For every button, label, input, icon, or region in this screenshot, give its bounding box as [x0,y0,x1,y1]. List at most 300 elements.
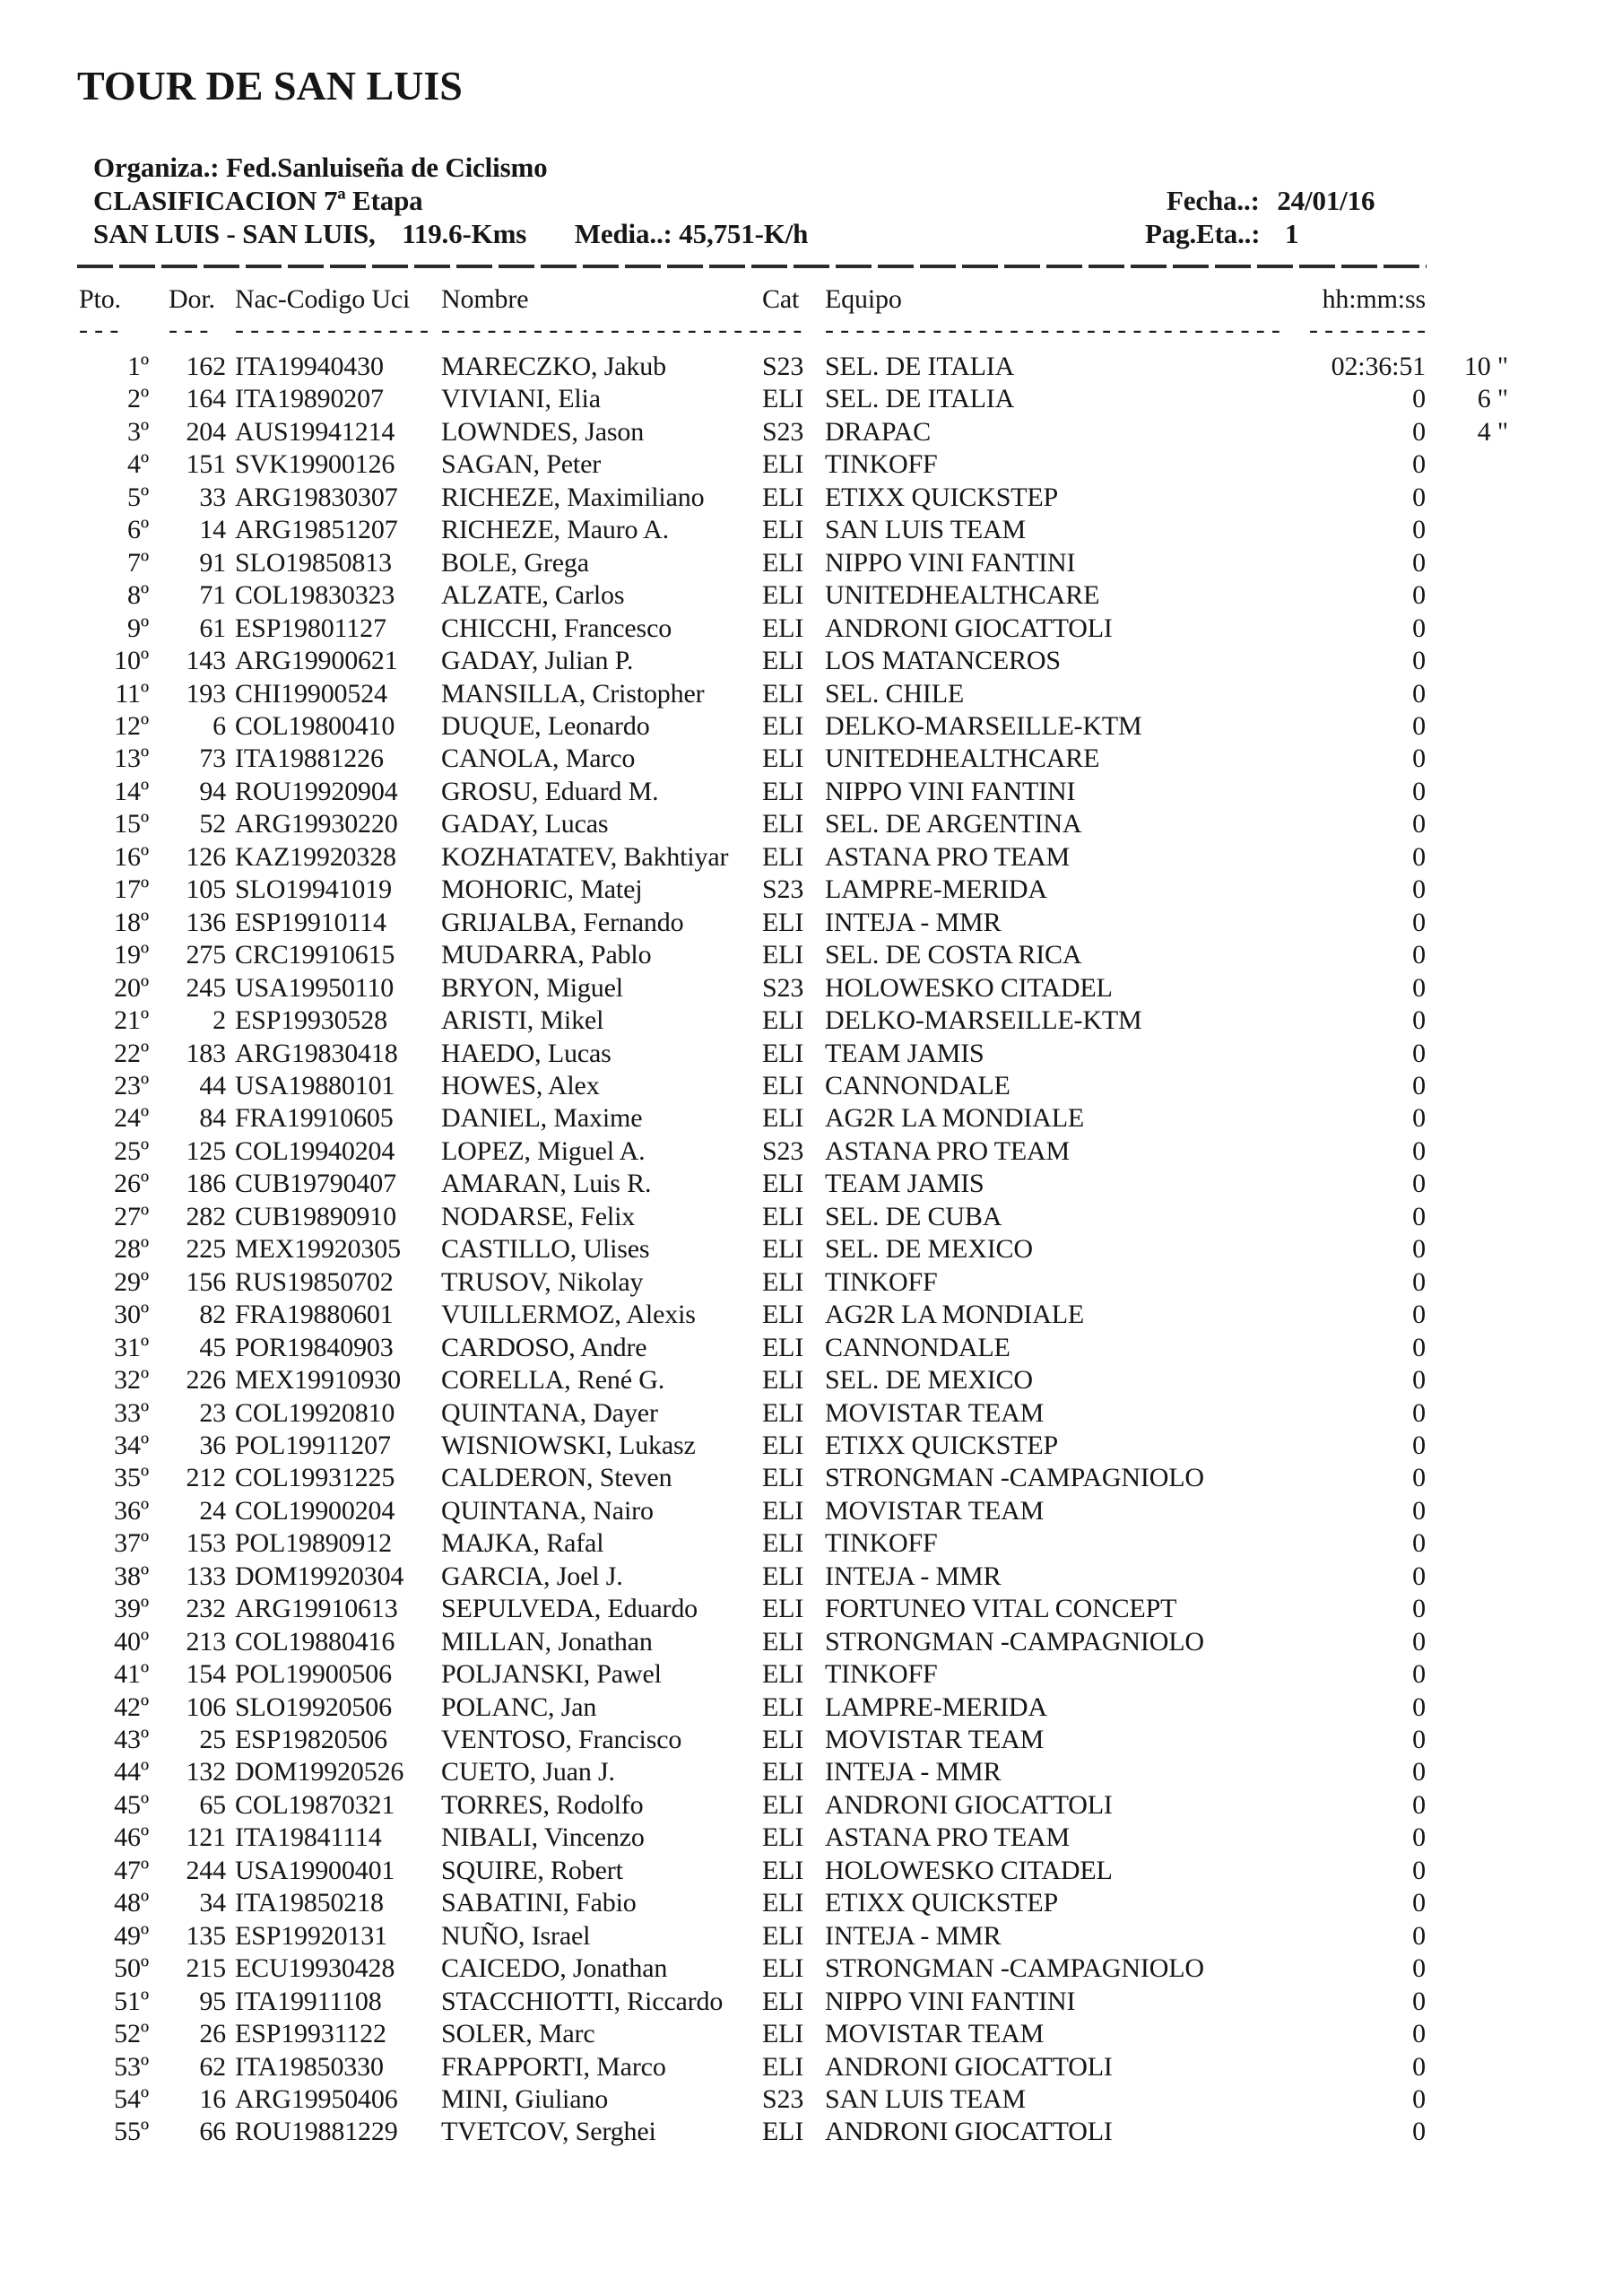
cell-bonus [1435,972,1524,1004]
column-header-codigo: Nac-Codigo Uci [235,284,411,314]
cell-pto: 52º [114,2019,149,2049]
cell-pto: 48º [114,1888,149,1918]
cell-bonus [1435,1952,1524,1985]
page-number-label: Pag.Eta..: [1145,218,1261,249]
cell-codigo: SLO19850813 [235,547,392,578]
cell-equipo: INTEJA - MMR [825,1757,1002,1787]
cell-codigo: RUS19850702 [235,1266,394,1297]
cell-codigo: USA19950110 [235,972,395,1003]
cell-codigo: COL19900204 [235,1495,395,1526]
table-row [77,547,1524,579]
cell-cat: ELI [762,1038,804,1068]
table-row [77,1855,1524,1887]
cell-codigo: USA19880101 [235,1070,395,1100]
cell-equipo: UNITEDHEALTHCARE [825,744,1100,774]
cell-cat: ELI [762,580,804,611]
cell-codigo: ITA19911108 [235,1986,382,2016]
cell-equipo: SEL. DE ARGENTINA [825,809,1082,839]
column-dashes-dor: - - - [169,315,209,344]
cell-pto: 7º [127,547,149,578]
cell-pto: 2º [127,384,149,414]
cell-codigo: MEX19910930 [235,1365,401,1396]
cell-pto: 53º [114,2051,149,2082]
cell-equipo: SEL. DE COSTA RICA [825,940,1082,970]
table-row [77,1920,1524,1952]
table-row [77,1724,1524,1756]
cell-equipo: NIPPO VINI FANTINI [825,1986,1076,2016]
cell-equipo: SEL. DE ITALIA [825,384,1015,414]
cell-time: 0 [1412,1953,1426,1984]
cell-codigo: ITA19850330 [235,2051,384,2082]
column-dashes-nombre: - - - - - - - - - - - - - - - - - - - - - [441,315,759,344]
cell-cat: S23 [762,972,804,1003]
cell-cat: ELI [762,1822,804,1853]
cell-time: 0 [1412,2019,1426,2049]
cell-time: 0 [1412,1365,1426,1396]
cell-equipo: ETIXX QUICKSTEP [825,1430,1059,1460]
cell-dor: 215 [186,1953,226,1984]
cell-dor: 151 [186,449,226,480]
organizer-label: Organiza.: [93,152,220,183]
cell-cat: ELI [762,1725,804,1755]
cell-bonus [1435,482,1524,514]
cell-dor: 275 [186,940,226,970]
cell-cat: ELI [762,907,804,937]
cell-codigo: ITA19890207 [235,384,384,414]
cell-bonus [1435,1332,1524,1364]
cell-pto: 34º [114,1430,149,1460]
cell-cat: ELI [762,1397,804,1428]
cell-nombre: ALZATE, Carlos [441,580,625,611]
cell-codigo: USA19900401 [235,1855,395,1885]
cell-codigo: COL19931225 [235,1463,395,1493]
cell-bonus [1435,1822,1524,1854]
cell-pto: 47º [114,1855,149,1885]
cell-pto: 24º [114,1103,149,1134]
cell-nombre: NIBALI, Vincenzo [441,1822,645,1853]
table-header [77,277,1524,315]
cell-bonus [1435,2018,1524,2050]
cell-codigo: KAZ19920328 [235,841,396,872]
cell-cat: ELI [762,744,804,774]
cell-nombre: GADAY, Lucas [441,809,609,839]
cell-equipo: HOLOWESKO CITADEL [825,1855,1113,1885]
cell-bonus [1435,1266,1524,1299]
cell-time: 0 [1412,613,1426,643]
cell-dor: 66 [199,2117,226,2147]
cell-pto: 42º [114,1692,149,1722]
cell-cat: ELI [762,2117,804,2147]
cell-cat: ELI [762,1266,804,1297]
cell-bonus [1435,1102,1524,1135]
cell-time: 0 [1412,1561,1426,1591]
cell-pto: 46º [114,1822,149,1853]
table-row [77,972,1524,1004]
cell-time: 0 [1412,580,1426,611]
table-row [77,2116,1524,2148]
cell-pto: 4º [127,449,149,480]
cell-pto: 26º [114,1169,149,1199]
cell-codigo: ECU19930428 [235,1953,395,1984]
cell-codigo: SLO19941019 [235,874,392,905]
cell-bonus [1435,1692,1524,1724]
cell-nombre: VENTOSO, Francisco [441,1725,682,1755]
cell-pto: 16º [114,841,149,872]
cell-equipo: DELKO-MARSEILLE-KTM [825,710,1142,741]
cell-pto: 12º [114,710,149,741]
cell-nombre: GADAY, Julian P. [441,646,634,676]
cell-equipo: AG2R LA MONDIALE [825,1300,1085,1330]
cell-dor: 125 [186,1135,226,1166]
cell-equipo: SAN LUIS TEAM [825,515,1027,545]
cell-bonus [1435,1658,1524,1691]
table-row [77,1887,1524,1919]
cell-equipo: TINKOFF [825,1528,938,1559]
header-meta-right [1145,184,1375,250]
cell-cat: ELI [762,547,804,578]
cell-bonus [1435,907,1524,939]
cell-time: 0 [1412,1757,1426,1787]
cell-bonus [1435,2116,1524,2148]
cell-nombre: SQUIRE, Robert [441,1855,623,1885]
cell-cat: ELI [762,1070,804,1100]
cell-codigo: ITA19841114 [235,1822,382,1853]
table-row [77,1430,1524,1462]
cell-pto: 20º [114,972,149,1003]
cell-cat: ELI [762,1692,804,1722]
cell-codigo: DOM19920304 [235,1561,404,1591]
cell-nombre: CORELLA, René G. [441,1365,665,1396]
cell-nombre: CALDERON, Steven [441,1463,672,1493]
cell-time: 0 [1412,940,1426,970]
table-row [77,1756,1524,1788]
cell-dor: 154 [186,1659,226,1690]
cell-time: 0 [1412,1920,1426,1951]
cell-equipo: SEL. DE CUBA [825,1201,1002,1231]
cell-time: 0 [1412,1135,1426,1166]
cell-pto: 44º [114,1757,149,1787]
cell-pto: 33º [114,1397,149,1428]
cell-equipo: ASTANA PRO TEAM [825,841,1071,872]
cell-time: 0 [1412,776,1426,806]
cell-nombre: QUINTANA, Dayer [441,1397,658,1428]
cell-time: 0 [1412,1430,1426,1460]
cell-time: 0 [1412,384,1426,414]
cell-nombre: VIVIANI, Elia [441,384,601,414]
cell-pto: 5º [127,482,149,512]
table-row [77,1495,1524,1527]
cell-pto: 21º [114,1005,149,1036]
cell-equipo: LAMPRE-MERIDA [825,1692,1047,1722]
cell-nombre: RICHEZE, Maximiliano [441,482,705,512]
column-header-dor: Dor. [169,284,215,314]
cell-codigo: ESP19801127 [235,613,386,643]
cell-time: 0 [1412,1169,1426,1199]
cell-time: 02:36:51 [1331,352,1426,381]
cell-dor: 24 [199,1495,226,1526]
organizer-value: Fed.Sanluiseña de Ciclismo [226,152,548,183]
cell-nombre: SOLER, Marc [441,2019,595,2049]
cell-pto: 15º [114,809,149,839]
cell-nombre: GROSU, Eduard M. [441,776,659,806]
cell-nombre: TORRES, Rodolfo [441,1789,644,1820]
cell-dor: 95 [199,1986,226,2016]
cell-bonus [1435,939,1524,971]
cell-bonus [1435,613,1524,645]
table-row [77,1004,1524,1037]
cell-nombre: CHICCHI, Francesco [441,613,672,643]
table-row [77,710,1524,743]
cell-dor: 14 [199,515,226,545]
table-row [77,2083,1524,2116]
cell-cat: S23 [762,416,804,447]
cell-codigo: ESP19910114 [235,907,386,937]
cell-dor: 91 [199,547,226,578]
cell-bonus [1435,1168,1524,1200]
cell-time: 0 [1412,1201,1426,1231]
cell-cat: S23 [762,1135,804,1166]
cell-equipo: HOLOWESKO CITADEL [825,972,1113,1003]
cell-equipo: SAN LUIS TEAM [825,2084,1027,2115]
cell-nombre: MUDARRA, Pablo [441,940,652,970]
cell-pto: 41º [114,1659,149,1690]
cell-dor: 73 [199,744,226,774]
cell-pto: 19º [114,940,149,970]
cell-cat: ELI [762,1528,804,1559]
cell-cat: ELI [762,1594,804,1624]
cell-equipo: DRAPAC [825,416,931,447]
stage-media [575,218,808,249]
table-row [77,1102,1524,1135]
cell-time: 0 [1412,1038,1426,1068]
cell-time: 0 [1412,744,1426,774]
table-row [77,2051,1524,2083]
cell-pto: 38º [114,1561,149,1591]
column-labels-row [77,277,1524,315]
cell-pto: 6º [127,515,149,545]
cell-cat: ELI [762,384,804,414]
cell-cat: ELI [762,1757,804,1787]
media-label: Media..: [574,218,672,249]
table-row [77,1038,1524,1070]
cell-pto: 36º [114,1495,149,1526]
cell-dor: 132 [186,1757,226,1787]
table-row [77,645,1524,677]
cell-codigo: ARG19900621 [235,646,398,676]
cell-cat: ELI [762,1169,804,1199]
cell-dor: 45 [199,1332,226,1362]
cell-dor: 33 [199,482,226,512]
cell-bonus [1435,1201,1524,1233]
table-row [77,482,1524,514]
table-row [77,1201,1524,1233]
cell-bonus [1435,1495,1524,1527]
cell-dor: 186 [186,1169,226,1199]
media-value: 45,751-K/h [679,218,809,249]
cell-time: 0 [1412,972,1426,1003]
cell-cat: ELI [762,646,804,676]
cell-dor: 156 [186,1266,226,1297]
cell-dor: 164 [186,384,226,414]
table-row [77,1364,1524,1396]
cell-equipo: TEAM JAMIS [825,1169,984,1199]
cell-time: 0 [1412,1594,1426,1624]
cell-equipo: INTEJA - MMR [825,1561,1002,1591]
table-row [77,613,1524,645]
cell-pto: 51º [114,1986,149,2016]
cell-codigo: ARG19950406 [235,2084,398,2115]
cell-bonus [1435,808,1524,840]
date-line [1145,184,1375,217]
cell-nombre: POLJANSKI, Pawel [441,1659,662,1690]
cell-equipo: INTEJA - MMR [825,907,1002,937]
cell-time: 0 [1412,547,1426,578]
cell-time: 0 [1412,1266,1426,1297]
table-row [77,579,1524,612]
cell-codigo: COL19800410 [235,710,395,741]
page-title: TOUR DE SAN LUIS [77,63,463,109]
cell-time: 0 [1412,2117,1426,2147]
cell-dor: 135 [186,1920,226,1951]
cell-codigo: COL19920810 [235,1397,395,1428]
cell-codigo: FRA19880601 [235,1300,394,1330]
cell-pto: 18º [114,907,149,937]
cell-bonus [1435,710,1524,743]
cell-dor: 36 [199,1430,226,1460]
cell-bonus [1435,1527,1524,1560]
cell-dor: 226 [186,1365,226,1396]
cell-dor: 204 [186,416,226,447]
table-row [77,448,1524,481]
table-row [77,1952,1524,1985]
cell-equipo: TEAM JAMIS [825,1038,984,1068]
cell-bonus [1435,1887,1524,1919]
cell-cat: ELI [762,1430,804,1460]
cell-cat: ELI [762,1005,804,1036]
cell-nombre: CASTILLO, Ulises [441,1234,650,1265]
cell-codigo: ESP19920131 [235,1920,387,1951]
table-row [77,1658,1524,1691]
cell-nombre: ARISTI, Mikel [441,1005,604,1036]
column-header-cat: Cat [762,284,800,314]
cell-pto: 25º [114,1135,149,1166]
cell-dor: 212 [186,1463,226,1493]
cell-equipo: MOVISTAR TEAM [825,1495,1045,1526]
table-body [77,345,1524,2149]
cell-pto: 23º [114,1070,149,1100]
cell-dor: 94 [199,776,226,806]
cell-dor: 65 [199,1789,226,1820]
horizontal-separator [77,265,1427,268]
cell-dor: 133 [186,1561,226,1591]
cell-nombre: POLANC, Jan [441,1692,597,1722]
cell-cat: ELI [762,613,804,643]
table-row [77,383,1524,415]
cell-bonus [1435,1430,1524,1462]
cell-cat: ELI [762,1920,804,1951]
cell-nombre: HAEDO, Lucas [441,1038,612,1068]
cell-nombre: MAJKA, Rafal [441,1528,604,1559]
cell-bonus [1435,1789,1524,1822]
cell-nombre: MARECZKO, Jakub [441,352,666,381]
cell-codigo: ROU19881229 [235,2117,398,2147]
table-row [77,1135,1524,1168]
cell-pto: 8º [127,580,149,611]
cell-cat: ELI [762,449,804,480]
cell-nombre: MINI, Giuliano [441,2084,609,2115]
cell-bonus [1435,1233,1524,1265]
cell-pto: 37º [114,1528,149,1559]
cell-dor: 143 [186,646,226,676]
cell-codigo: POL19900506 [235,1659,392,1690]
cell-time: 0 [1412,1725,1426,1755]
column-dashes-pto: - - - [79,315,119,344]
cell-nombre: MANSILLA, Cristopher [441,678,705,709]
table-row [77,841,1524,874]
cell-nombre: RICHEZE, Mauro A. [441,515,669,545]
cell-bonus [1435,448,1524,481]
cell-nombre: TVETCOV, Serghei [441,2117,656,2147]
cell-time: 0 [1412,2084,1426,2115]
cell-codigo: ESP19820506 [235,1725,387,1755]
cell-equipo: CANNONDALE [825,1070,1010,1100]
table-row [77,1593,1524,1625]
table-row [77,514,1524,546]
cell-dor: 6 [213,710,226,741]
cell-nombre: NUÑO, Israel [441,1920,591,1951]
cell-bonus [1435,1724,1524,1756]
cell-pto: 9º [127,613,149,643]
cell-pto: 39º [114,1594,149,1624]
cell-bonus [1435,1855,1524,1887]
cell-nombre: LOPEZ, Miguel A. [441,1135,646,1166]
cell-equipo: INTEJA - MMR [825,1920,1002,1951]
column-dashes-bonus [1435,315,1524,345]
cell-cat: ELI [762,1659,804,1690]
cell-equipo: SEL. DE MEXICO [825,1234,1033,1265]
cell-cat: S23 [762,874,804,905]
cell-nombre: CANOLA, Marco [441,744,636,774]
cell-cat: ELI [762,1561,804,1591]
cell-dor: 136 [186,907,226,937]
column-header-bonus [1435,277,1524,315]
cell-nombre: CAICEDO, Jonathan [441,1953,668,1984]
cell-pto: 3º [127,416,149,447]
cell-dor: 2 [213,1005,226,1036]
cell-dor: 225 [186,1234,226,1265]
cell-dor: 16 [199,2084,226,2115]
cell-codigo: ESP19930528 [235,1005,387,1036]
cell-dor: 106 [186,1692,226,1722]
cell-codigo: POL19890912 [235,1528,392,1559]
cell-nombre: KOZHATATEV, Bakhtiyar [441,841,729,872]
cell-equipo: LOS MATANCEROS [825,646,1061,676]
cell-bonus [1435,743,1524,775]
cell-time: 0 [1412,1332,1426,1362]
cell-nombre: GRIJALBA, Fernando [441,907,684,937]
cell-dor: 193 [186,678,226,709]
cell-time: 0 [1412,907,1426,937]
cell-bonus [1435,579,1524,612]
cell-nombre: NODARSE, Felix [441,1201,636,1231]
cell-equipo: TINKOFF [825,1659,938,1690]
cell-time: 0 [1412,1692,1426,1722]
cell-equipo: NIPPO VINI FANTINI [825,547,1076,578]
cell-pto: 40º [114,1626,149,1657]
cell-cat: ELI [762,940,804,970]
cell-codigo: SVK19900126 [235,449,395,480]
cell-codigo: POR19840903 [235,1332,394,1362]
